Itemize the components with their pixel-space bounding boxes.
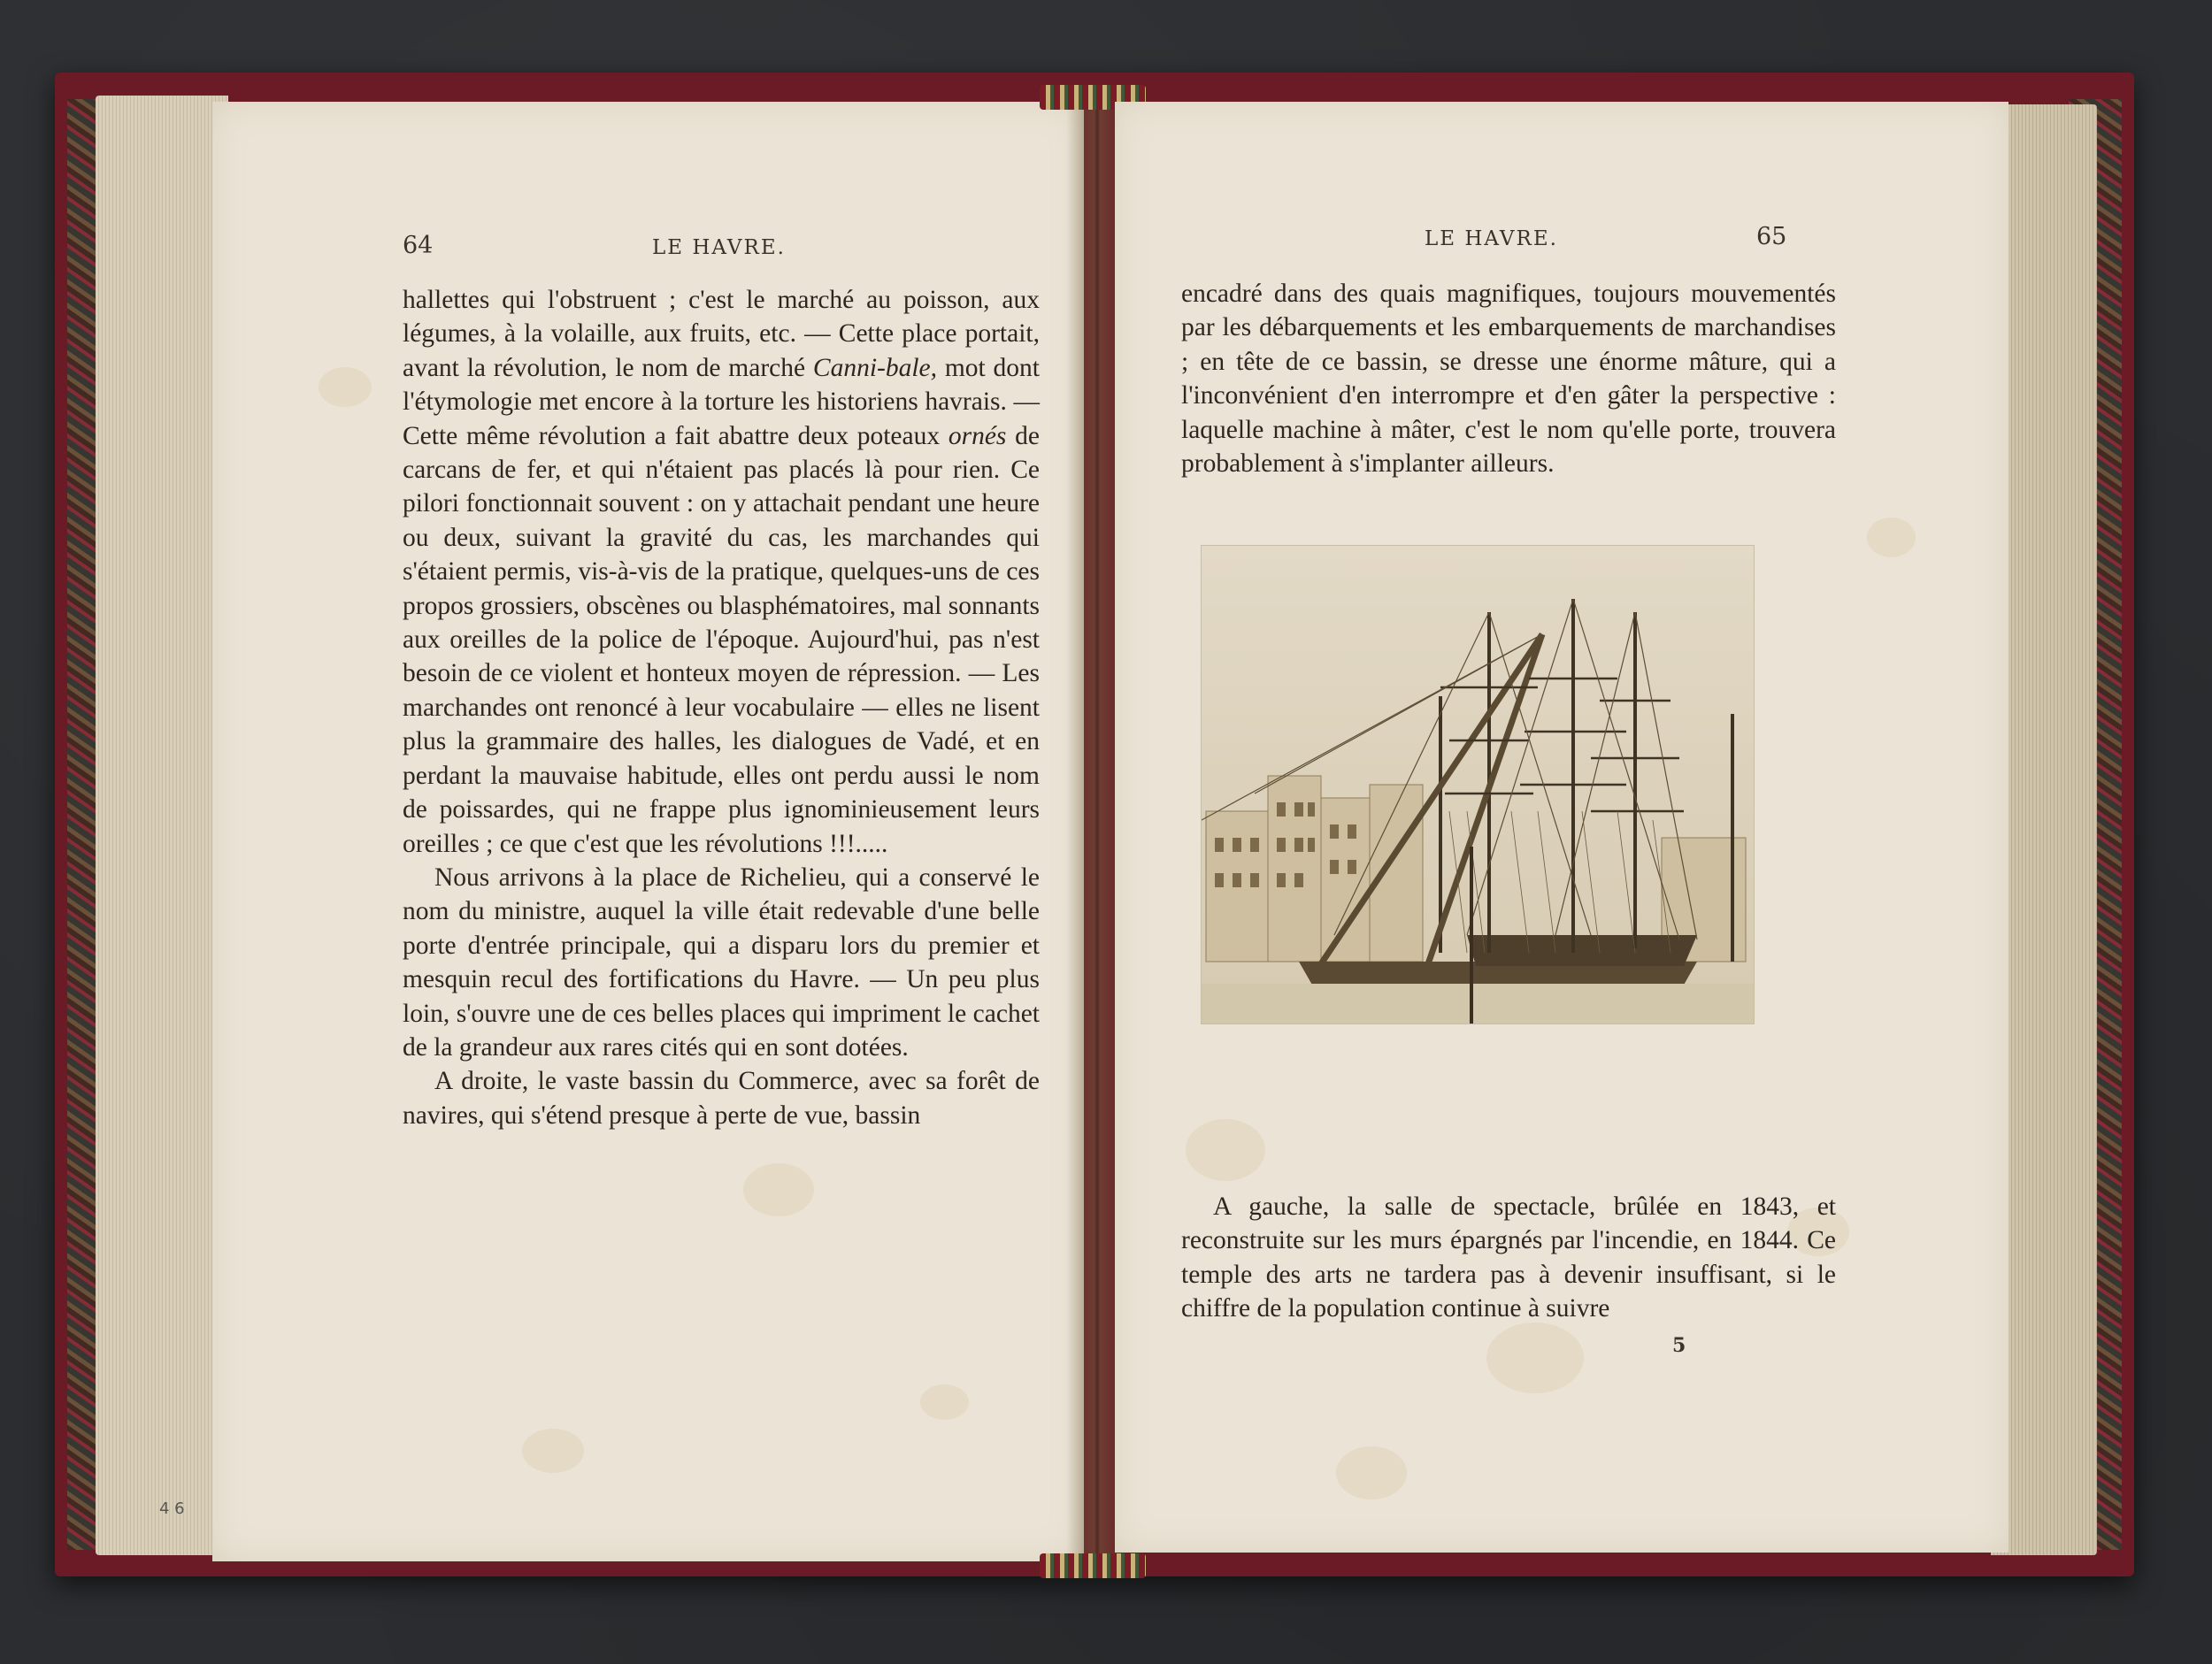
foxing-spot [1486, 1323, 1584, 1393]
body-text [1181, 277, 1836, 480]
body-text [1181, 1190, 1836, 1326]
page-stack-left [96, 96, 228, 1555]
paragraph: Nous arrivons à la place de Richelieu, qui a conservé le nom du ministre, auquel la ville était redevable d'une belle porte d'entrée principale, qui a disparu lors du premier et mesquin recul des fortifications du Havre. — Un peu plus loin, s'ouvre une de ces belles places qui impriment le cachet de la grandeur aux rares cités qui en sont dotées. [403, 863, 1040, 1062]
running-head: LE HAVRE. [1425, 227, 1558, 250]
text-run: de carcans de fer, et qui n'étaient pas placés là pour rien. Ce pilori fonctionnait souvent : on y attachait pendant une heure ou deux, suivant la gravité du cas, les marchandes qui s'étaient permis, vis-à-vis de la pratique, quelques-uns de ces propos grossiers, obscènes ou blasphématoires, mal sonnants aux oreilles de la police de l'époque. Aujourd'hui, pas n'est besoin de ce violent et honteux moyen de répression. — Les marchandes ont renoncé à leur vocabulaire — elles ne lisent plus la grammaire des halles, les dialogues de Vadé, et en perdant la mauvaise habitude, elles ont perdu aussi le nom de poissardes, qui ne frappe plus ignominieusement leurs oreilles ; ce que c'est que les révolutions !!!..... [403, 421, 1041, 858]
signature-mark: 5 [1672, 1334, 1686, 1357]
harbour-photograph [1202, 546, 1754, 1024]
handwritten-shelf-mark: 4 6 [159, 1499, 185, 1518]
paragraph: encadré dans des quais magnifiques, toujours mouvementés par les débarquements et les embarquements de marchandises ; en tête de ce bassin, se dresse une énorme mâture, qui a l'inconvénient d'en interrompre et d'en gâter la perspective : laquelle machine à mâter, c'est le nom qu'elle porte, trouvera probablement à s'implanter ailleurs. [1181, 280, 1836, 479]
foxing-spot [743, 1163, 814, 1216]
running-head: LE HAVRE. [652, 236, 786, 259]
page-number: 64 [403, 232, 434, 259]
page-number: 65 [1756, 223, 1787, 250]
foxing-spot [319, 367, 372, 407]
foxing-spot [1867, 518, 1916, 557]
paragraph [403, 283, 1040, 861]
italic-word: Canni-bale, [812, 353, 938, 382]
body-text [403, 283, 1040, 1132]
ships-in-harbour-image [1202, 546, 1754, 1024]
text-run: mot dont l'étymologie met encore à la torture les historiens havrais. — Cette même révolution a fait abattre deux poteaux [403, 353, 1041, 450]
foxing-spot [1186, 1119, 1265, 1181]
paragraph: A gauche, la salle de spectacle, brûlée en 1843, et reconstruite sur les murs épargnés par l'incendie, en 1844. Ce temple des arts ne tardera pas à devenir insuffisant, si le chiffre de la population continue à suivre [1181, 1192, 1836, 1323]
italic-word: ornés [948, 421, 1007, 450]
foxing-spot [920, 1384, 969, 1420]
foxing-spot [522, 1429, 584, 1473]
text-run: hallettes qui l'obstruent ; c'est le marché au poisson, aux légumes, à la volaille, aux fruits, etc. — Cette place portait, avant la révolution, le nom de marché [403, 286, 1040, 382]
headband-bottom [1040, 1553, 1146, 1578]
paragraph: A droite, le vaste bassin du Commerce, avec sa forêt de navires, qui s'étend presque à perte de vue, bassin [403, 1067, 1040, 1130]
foxing-spot [1336, 1446, 1407, 1499]
left-page [159, 102, 1084, 1561]
